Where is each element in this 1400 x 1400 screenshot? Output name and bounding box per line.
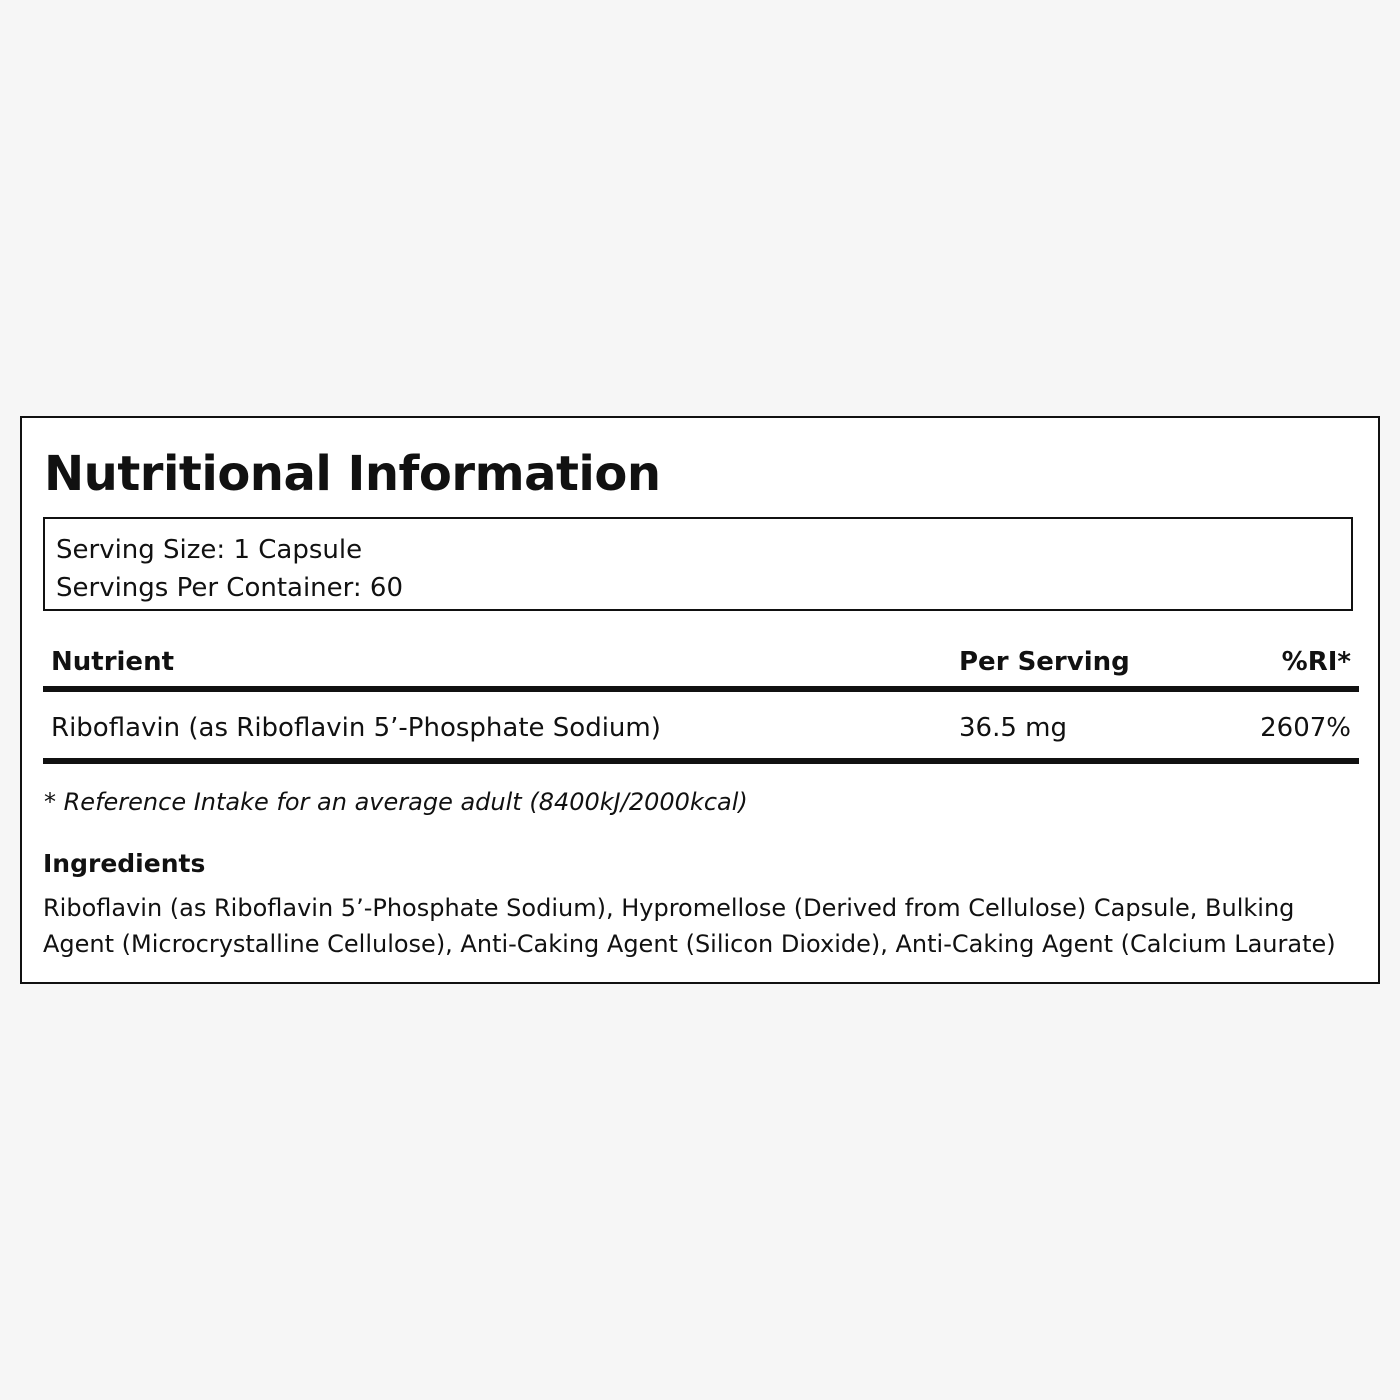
servings-per-container: Servings Per Container: 60 <box>56 573 404 603</box>
table-row <box>43 692 1359 764</box>
serving-info-box <box>43 517 1353 611</box>
nutrient-table-header <box>43 640 1359 692</box>
nutrition-label-panel <box>20 416 1380 984</box>
row-ri: 2607% <box>1260 713 1351 743</box>
serving-size: Serving Size: 1 Capsule <box>56 535 363 565</box>
ingredients-heading: Ingredients <box>43 849 206 878</box>
label-title: Nutritional Information <box>44 446 661 502</box>
header-nutrient: Nutrient <box>51 647 175 677</box>
reference-intake-footnote: * Reference Intake for an average adult (8400kJ/2000kcal) <box>44 788 748 816</box>
row-nutrient: Riboflavin (as Riboflavin 5’-Phosphate Sodium) <box>51 713 661 743</box>
ingredients-text: Riboflavin (as Riboflavin 5’-Phosphate Sodium), Hypromellose (Derived from Cellulose) Capsule, Bulking Agent (Microcrystalline Cellulose), Anti-Caking Agent (Silicon Dioxide), Anti-Caking Agent (Calcium Laurate) <box>43 894 1336 958</box>
row-per-serving: 36.5 mg <box>959 713 1067 743</box>
header-ri: %RI* <box>1281 647 1351 677</box>
header-per-serving: Per Serving <box>959 647 1130 677</box>
